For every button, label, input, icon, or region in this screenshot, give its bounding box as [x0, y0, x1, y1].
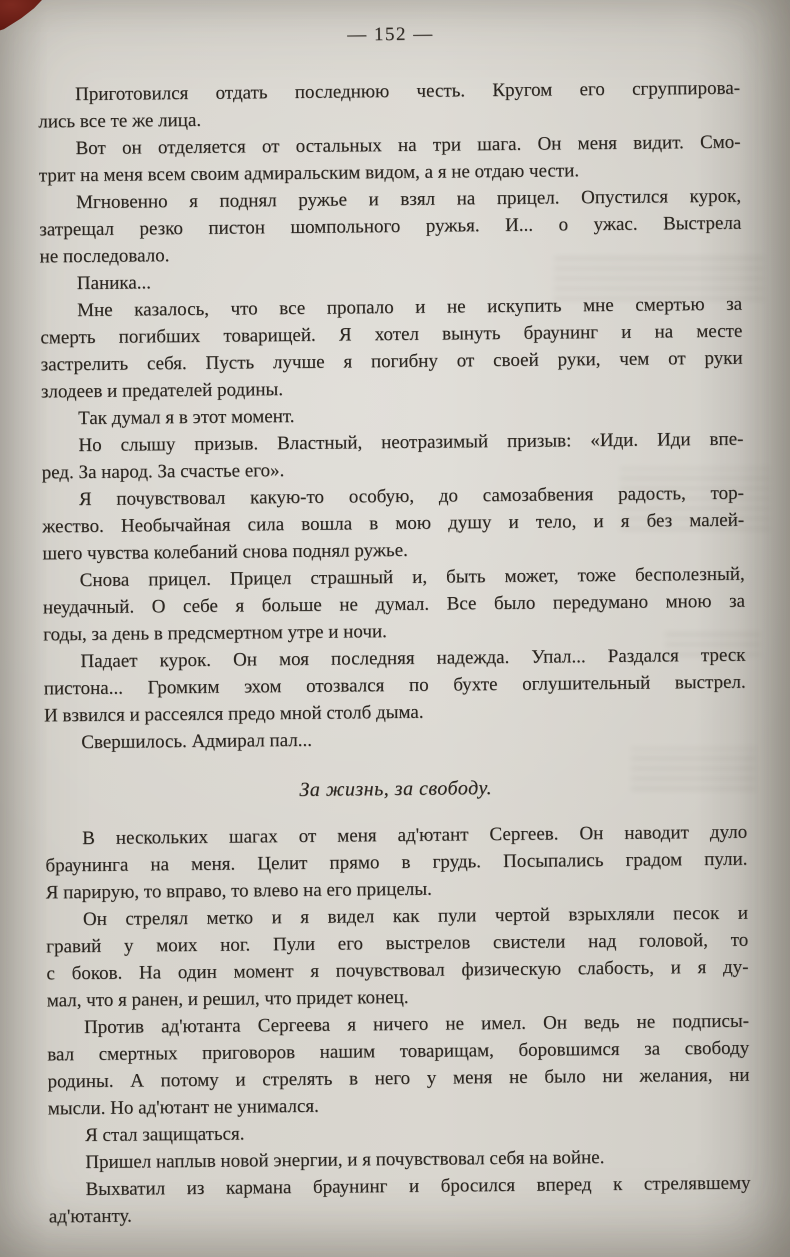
text-line: родины. А потому и стрелять в него у меня не было ни желания, ни: [47, 1064, 750, 1093]
text-line: Приготовился отдать последнюю честь. Кругом его сгруппирова-: [74, 77, 741, 106]
text-line: не последовало.: [39, 245, 170, 268]
text-line: Так думал я в этот момент.: [78, 405, 295, 430]
text-line: с боков. На один момент я почувствовал физическую слабость, и я ду-: [46, 956, 749, 985]
text-line: гравий у моих ног. Пули его выстрелов свистели над головой, то: [46, 929, 749, 958]
paragraph: [43, 561, 746, 649]
text-line: ад'ютанту.: [48, 1205, 132, 1228]
page-text: [38, 75, 751, 1231]
text-line: ред. За народ. За счастье его».: [41, 460, 285, 484]
text-line: Паника...: [76, 272, 152, 295]
text-line: пистона... Громким эхом отозвался по бухте оглушительный выстрел.: [43, 671, 746, 700]
paragraph: [45, 819, 748, 907]
paragraph: [46, 900, 749, 1015]
text-line: В нескольких шагах от меня ад'ютант Сергеев. Он наводит дуло: [82, 821, 748, 850]
text-line: трит на меня всем своим адмиральским видом, а я не отдаю чести.: [38, 160, 580, 187]
text-line: Падает курок. Он моя последняя надежда. Упал... Раздался треск: [80, 644, 746, 673]
paragraph: [47, 1008, 750, 1123]
paragraph: [44, 723, 746, 757]
paragraph: [42, 480, 745, 568]
paragraph: [38, 129, 740, 190]
text-line: Выхватил из кармана браунинг и бросился вперед к стрелявшему: [85, 1172, 751, 1201]
text-line: Я почувствовал какую-то особую, до самозабвения радость, тор-: [78, 482, 745, 511]
text-line: жество. Необычайная сила вошла в мою душу и тело, и я без малей-: [42, 509, 745, 538]
text-line: Я парирую, то вправо, то влево на его прицелы.: [45, 878, 432, 904]
text-line: смерть погибших товарищей. Я хотел вынуть браунинг и на месте: [40, 320, 743, 349]
paragraph: [40, 291, 743, 406]
paragraph: [48, 1170, 750, 1231]
text-line: годы, за день в предсмертном утре и ночи.: [43, 621, 387, 646]
text-line: злодеев и предателей родины.: [40, 379, 284, 403]
page-number: — 152 —: [347, 23, 434, 46]
paragraph: [39, 183, 742, 271]
text-line: застрелить себя. Пусть лучше я погибну от своей руки, чем от руки: [40, 347, 743, 376]
text-line: Но слышу призыв. Властный, неотразимый призыв: «Иди. Иди впе-: [78, 428, 744, 457]
text-line: лись все те же лица.: [38, 109, 202, 133]
paragraph: [41, 426, 743, 487]
text-line: неудачный. О себе я больше не думал. Все было передумано мною за: [42, 590, 746, 619]
text-line: Мне казалось, что все пропало и не искупить мне смертью за: [77, 293, 743, 322]
text-line: шего чувства колебаний снова поднял ружье.: [42, 539, 408, 565]
text-line: Мгновенно я поднял ружье и взял на прицел. Опустился курок,: [76, 185, 742, 214]
text-line: мал, что я ранен, и решил, что придет конец.: [46, 986, 409, 1012]
section-heading: За жизнь, за свободу.: [299, 777, 493, 801]
text-line: Свершилось. Адмирал пал...: [81, 729, 313, 754]
text-line: вал смертных приговоров нашим товарищам, боровшимся за свободу: [47, 1037, 750, 1066]
text-line: Снова прицел. Прицел страшный и, быть может, тоже бесполезный,: [79, 563, 745, 592]
text-line: Я стал защищаться.: [84, 1123, 245, 1147]
text-line: Пришел наплыв новой энергии, и я почувствовал себя на войне.: [85, 1147, 605, 1174]
text-line: Вот он отделяется от остальных на три шага. Он меня видит. Смо-: [75, 131, 741, 160]
paragraph: [43, 642, 746, 730]
paragraph: [38, 75, 740, 136]
text-line: Против ад'ютанта Сергеева я ничего не имел. Он ведь не подписы-: [83, 1010, 750, 1039]
text-line: мысли. Но ад'ютант не унимался.: [47, 1095, 319, 1120]
text-line: Он стрелял метко и я видел как пули чертой взрыхляли песок и: [82, 902, 749, 931]
text-line: И взвился и рассеялся предо мной столб дыма.: [43, 701, 424, 727]
text-line: затрещал резко пистон шомпольного ружья. И... о ужас. Выстрела: [39, 212, 742, 241]
text-line: браунинга на меня. Целит прямо в грудь. Посыпались градом пули.: [45, 848, 748, 877]
